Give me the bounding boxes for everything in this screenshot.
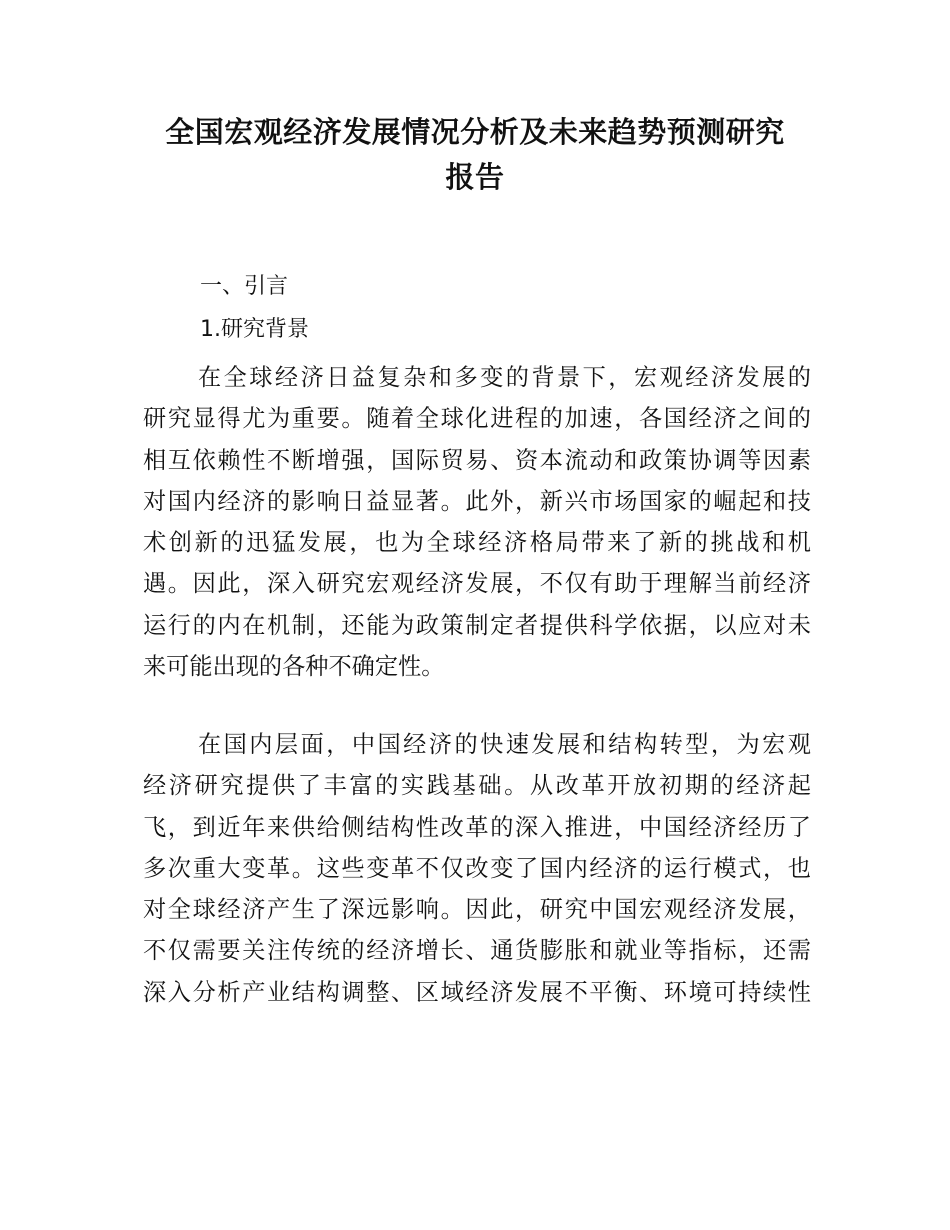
paragraph-line: 来可能出现的各种不确定性。 <box>143 653 445 681</box>
paragraph-1 <box>143 357 811 687</box>
paragraph-line: 经济研究提供了丰富的实践基础。从改革开放初期的经济起 <box>143 772 811 800</box>
paragraph-line: 遇。因此，深入研究宏观经济发展，不仅有助于理解当前经济 <box>143 570 811 598</box>
paragraph-line: 术创新的迅猛发展，也为全球经济格局带来了新的挑战和机 <box>143 529 811 557</box>
paragraph-line: 相互依赖性不断增强，国际贸易、资本流动和政策协调等因素 <box>143 446 811 474</box>
section-heading: 一、引言 <box>200 274 289 299</box>
paragraph-line: 研究显得尤为重要。随着全球化进程的加速，各国经济之间的 <box>143 405 811 433</box>
paragraph-line: 多次重大变革。这些变革不仅改变了国内经济的运行模式，也 <box>143 854 811 882</box>
document-title <box>120 110 830 200</box>
paragraph-line: 对全球经济产生了深远影响。因此，研究中国宏观经济发展， <box>143 896 811 924</box>
title-line-2: 报告 <box>445 160 505 194</box>
paragraph-line: 深入分析产业结构调整、区域经济发展不平衡、环境可持续性 <box>143 978 811 1006</box>
paragraph-line: 飞，到近年来供给侧结构性改革的深入推进，中国经济经历了 <box>143 813 811 841</box>
paragraph-line: 在国内层面，中国经济的快速发展和结构转型，为宏观 <box>198 731 811 758</box>
paragraph-line: 在全球经济日益复杂和多变的背景下，宏观经济发展的 <box>198 364 811 391</box>
paragraph-line: 不仅需要关注传统的经济增长、通货膨胀和就业等指标，还需 <box>143 937 811 965</box>
paragraph-line: 运行的内在机制，还能为政策制定者提供科学依据，以应对未 <box>143 611 811 639</box>
subsection-heading: 1.研究背景 <box>200 317 309 342</box>
title-line-1: 全国宏观经济发展情况分析及未来趋势预测研究 <box>165 115 785 149</box>
paragraph-line: 对国内经济的影响日益显著。此外，新兴市场国家的崛起和技 <box>143 487 811 515</box>
paragraph-2 <box>143 724 811 1013</box>
